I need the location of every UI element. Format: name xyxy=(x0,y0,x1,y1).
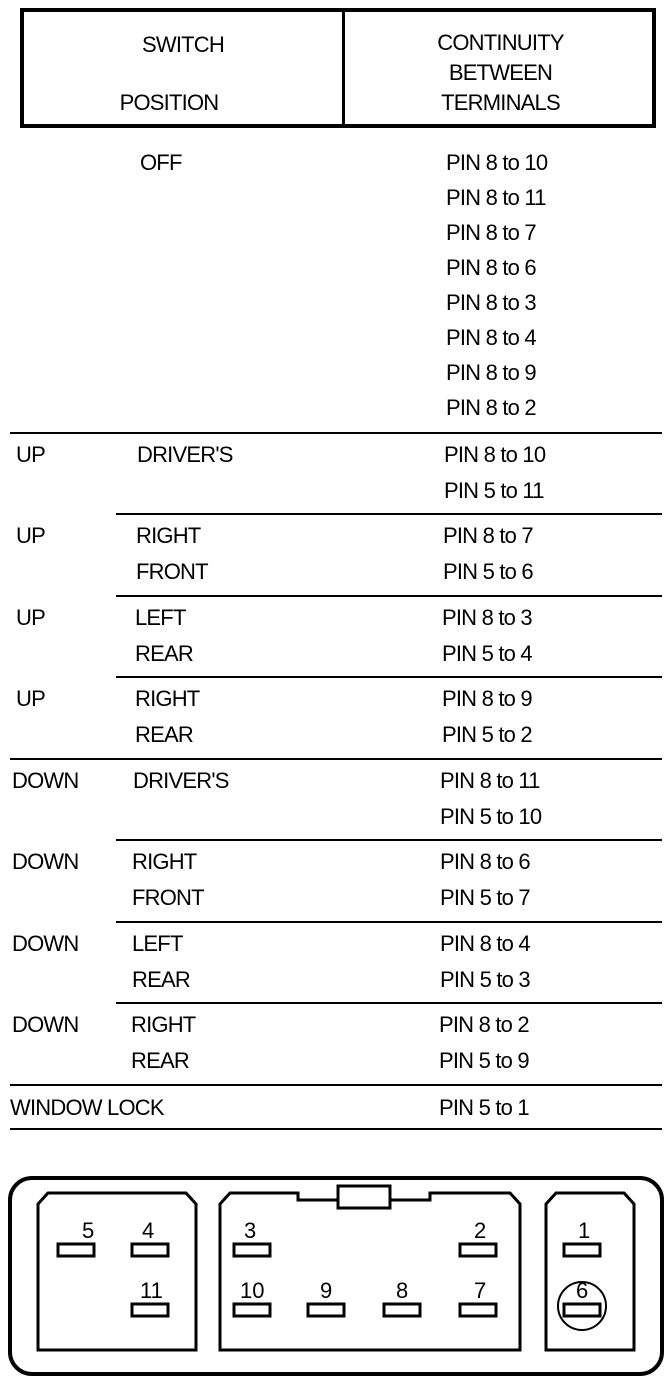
window-label: LEFT xyxy=(135,605,186,630)
off-pin: PIN 8 to 9 xyxy=(446,360,536,385)
window-label: DRIVER'S xyxy=(133,768,229,793)
pin-value: PIN 5 to 9 xyxy=(439,1048,529,1073)
pin-number: 3 xyxy=(244,1218,257,1243)
separator-line xyxy=(116,676,662,678)
pin-value: PIN 8 to 9 xyxy=(442,686,532,711)
pin-value: PIN 8 to 3 xyxy=(442,605,532,630)
window-label: DRIVER'S xyxy=(137,442,233,467)
off-pin: PIN 8 to 7 xyxy=(446,220,536,245)
pin-number: 8 xyxy=(396,1278,409,1303)
pin-value: PIN 5 to 4 xyxy=(442,641,532,666)
window-label: REAR xyxy=(135,641,193,666)
direction-label: UP xyxy=(16,605,45,630)
header-switch: SWITCH xyxy=(142,32,224,57)
direction-label: DOWN xyxy=(12,931,79,956)
window-lock-label: WINDOW LOCK xyxy=(10,1095,164,1120)
pin-value: PIN 5 to 11 xyxy=(444,478,544,503)
direction-label: DOWN xyxy=(12,849,79,874)
direction-label: DOWN xyxy=(12,1012,79,1037)
pin-terminal xyxy=(132,1278,168,1316)
pin-terminal xyxy=(460,1218,496,1256)
header-position: POSITION xyxy=(119,90,219,115)
off-pin: PIN 8 to 3 xyxy=(446,290,536,315)
pin-terminal xyxy=(234,1278,270,1316)
window-label: FRONT xyxy=(136,559,208,584)
separator-line xyxy=(116,513,662,515)
connector-diagram xyxy=(0,1160,672,1382)
pin-number: 4 xyxy=(142,1218,155,1243)
pin-value: PIN 8 to 10 xyxy=(444,442,546,467)
right-cavity xyxy=(546,1193,634,1350)
header-terminals: TERMINALS xyxy=(441,90,560,115)
window-label: RIGHT xyxy=(131,1012,196,1037)
pin-number: 2 xyxy=(474,1218,487,1243)
pin-terminal xyxy=(564,1218,600,1256)
pin-value: PIN 8 to 6 xyxy=(440,849,530,874)
locking-tab xyxy=(338,1186,390,1208)
pin-number: 7 xyxy=(474,1278,487,1303)
pin-number: 5 xyxy=(82,1218,95,1243)
pin-value: PIN 5 to 10 xyxy=(440,804,542,829)
separator-line xyxy=(10,432,662,434)
pin-number: 9 xyxy=(320,1278,333,1303)
window-label: REAR xyxy=(131,1048,189,1073)
off-pin: PIN 8 to 2 xyxy=(446,395,536,420)
window-label: REAR xyxy=(132,967,190,992)
pin-number: 10 xyxy=(240,1278,265,1303)
pin-terminal xyxy=(384,1278,420,1316)
pin-value: PIN 5 to 6 xyxy=(443,559,533,584)
direction-label: UP xyxy=(16,523,45,548)
separator-line xyxy=(116,1002,662,1004)
connector-housing xyxy=(10,1178,662,1374)
pin-value: PIN 8 to 7 xyxy=(443,523,533,548)
left-cavity xyxy=(38,1193,196,1350)
window-label: REAR xyxy=(135,722,193,747)
direction-label: UP xyxy=(16,686,45,711)
pin-value: PIN 5 to 7 xyxy=(440,885,530,910)
separator-line xyxy=(116,921,662,923)
direction-label: UP xyxy=(16,442,45,467)
pin-terminal xyxy=(132,1218,168,1256)
pin-value: PIN 8 to 2 xyxy=(439,1012,529,1037)
pin-value: PIN 8 to 11 xyxy=(440,768,540,793)
header-between: BETWEEN xyxy=(448,60,553,85)
separator-line xyxy=(10,1128,662,1130)
off-pin: PIN 8 to 10 xyxy=(446,150,548,175)
pin-terminal xyxy=(234,1218,270,1256)
middle-cavity xyxy=(220,1186,520,1350)
table-header xyxy=(20,8,656,128)
off-position-label: OFF xyxy=(140,150,182,175)
pin-number: 1 xyxy=(578,1218,591,1243)
off-pin: PIN 8 to 11 xyxy=(446,185,546,210)
window-label: RIGHT xyxy=(132,849,197,874)
direction-label: DOWN xyxy=(12,768,79,793)
window-lock-pin: PIN 5 to 1 xyxy=(439,1095,529,1120)
pin-terminal xyxy=(58,1218,94,1256)
pin-value: PIN 5 to 3 xyxy=(440,967,530,992)
window-label: LEFT xyxy=(132,931,183,956)
header-continuity: CONTINUITY xyxy=(437,30,564,55)
pin-terminal xyxy=(460,1278,496,1316)
window-label: FRONT xyxy=(132,885,204,910)
pin-terminal xyxy=(558,1278,606,1330)
off-pin: PIN 8 to 4 xyxy=(446,325,536,350)
separator-line xyxy=(10,758,662,760)
off-pin: PIN 8 to 6 xyxy=(446,255,536,280)
separator-line xyxy=(116,595,662,597)
window-label: RIGHT xyxy=(135,686,200,711)
pin-value: PIN 5 to 2 xyxy=(442,722,532,747)
pin-number: 6 xyxy=(576,1278,589,1303)
pin-value: PIN 8 to 4 xyxy=(440,931,530,956)
pin-number: 11 xyxy=(140,1278,163,1303)
pin-terminal xyxy=(308,1278,344,1316)
window-label: RIGHT xyxy=(136,523,201,548)
separator-line xyxy=(10,1084,662,1086)
separator-line xyxy=(116,839,662,841)
